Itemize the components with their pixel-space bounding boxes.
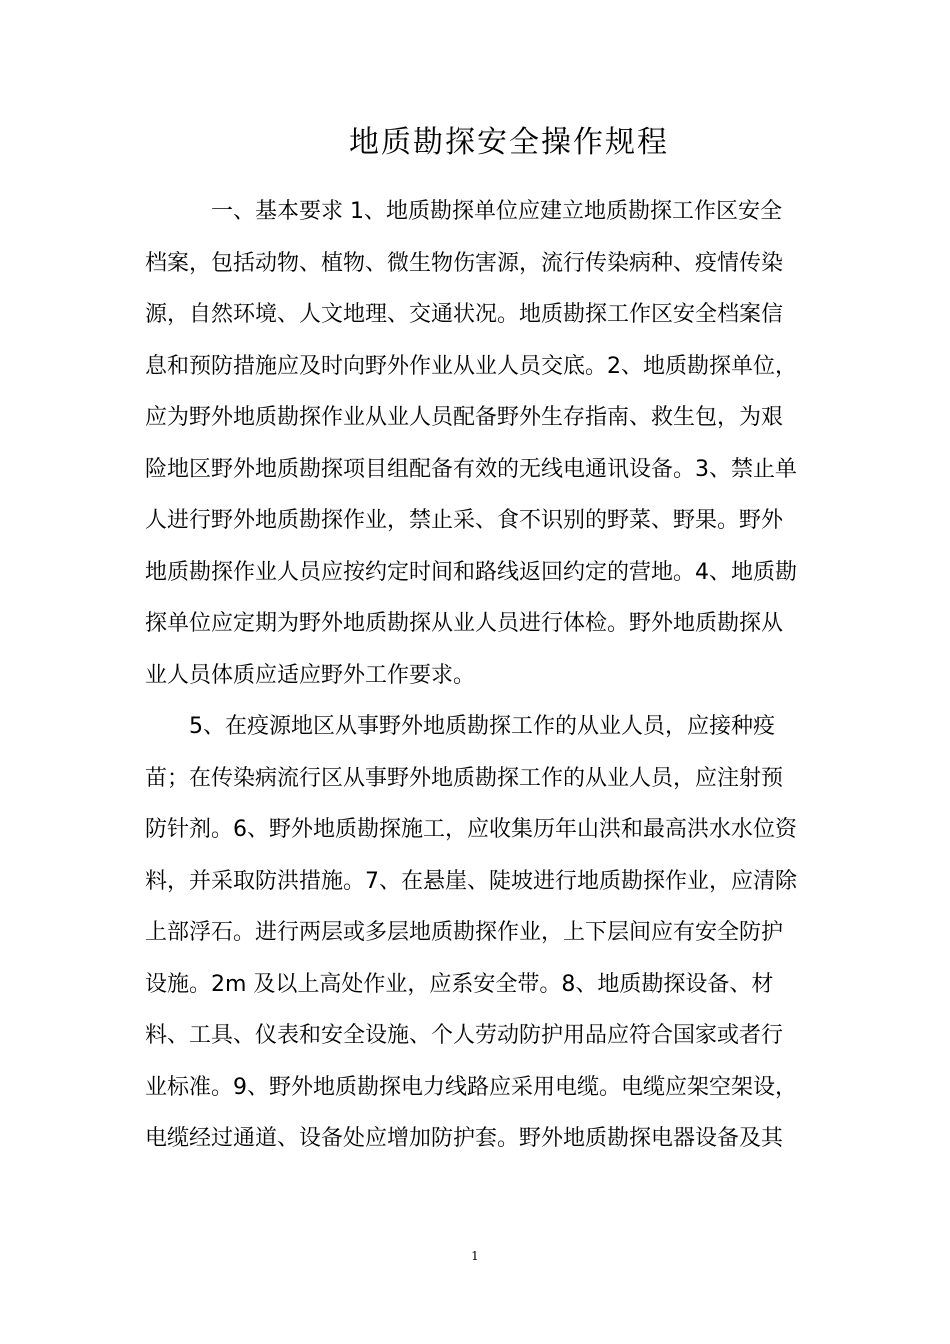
paragraph-line: 应为野外地质勘探作业从业人员配备野外生存指南、救生包，为艰 — [145, 405, 784, 430]
paragraph-line: 地质勘探作业人员应按约定时间和路线返回约定的营地。4、地质勘 — [145, 559, 797, 585]
paragraph-line: 防针剂。6、野外地质勘探施工，应收集历年山洪和最高洪水水位资 — [145, 817, 797, 842]
document-title: 地质勘探安全操作规程 — [349, 125, 669, 160]
paragraph-line: 险地区野外地质勘探项目组配备有效的无线电通讯设备。3、禁止单 — [145, 456, 797, 482]
paragraph-line: 一、基本要求 1、地质勘探单位应建立地质勘探工作区安全 — [211, 199, 782, 224]
paragraph-line: 上部浮石。进行两层或多层地质勘探作业，上下层间应有安全防护 — [145, 920, 784, 945]
document-body — [145, 186, 810, 1165]
paragraph-line: 人进行野外地质勘探作业，禁止采、食不识别的野菜、野果。野外 — [145, 508, 784, 533]
paragraph-line: 业人员体质应适应野外工作要求。 — [145, 662, 476, 688]
paragraph-line: 5、在疫源地区从事野外地质勘探工作的从业人员，应接种疫 — [189, 714, 775, 739]
paragraph-line: 档案，包括动物、植物、微生物伤害源，流行传染病种、疫情传染 — [145, 250, 784, 276]
paragraph-line: 息和预防措施应及时向野外作业从业人员交底。2、地质勘探单位， — [145, 353, 797, 379]
page-number: 1 — [471, 1249, 479, 1263]
paragraph-line: 探单位应定期为野外地质勘探从业人员进行体检。野外地质勘探从 — [145, 611, 784, 636]
paragraph-line: 设施。2m 及以上高处作业，应系安全带。8、地质勘探设备、材 — [145, 971, 774, 997]
paragraph-line: 电缆经过通道、设备处应增加防护套。野外地质勘探电器设备及其 — [145, 1126, 784, 1151]
paragraph-line: 源，自然环境、人文地理、交通状况。地质勘探工作区安全档案信 — [145, 302, 784, 327]
paragraph-line: 料，并采取防洪措施。7、在悬崖、陡坡进行地质勘探作业，应清除 — [145, 868, 797, 894]
paragraph-line: 料、工具、仪表和安全设施、个人劳动防护用品应符合国家或者行 — [145, 1023, 784, 1048]
paragraph-line: 业标准。9、野外地质勘探电力线路应采用电缆。电缆应架空架设， — [145, 1074, 797, 1100]
paragraph-line: 苗；在传染病流行区从事野外地质勘探工作的从业人员，应注射预 — [145, 765, 784, 791]
